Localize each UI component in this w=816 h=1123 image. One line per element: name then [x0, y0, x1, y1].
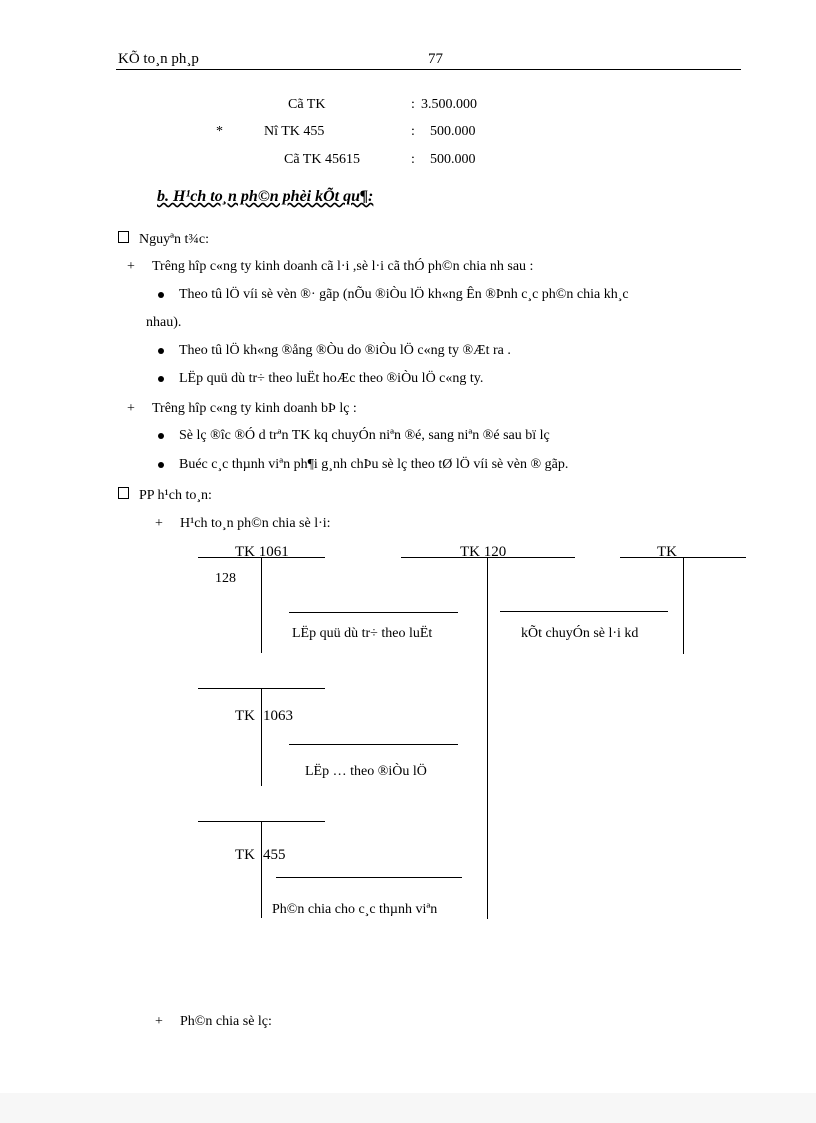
principle-title: Nguyªn t¾c:: [139, 232, 209, 247]
section-heading: b. H¹ch to¸n ph©n phèi kÕt qu¶:: [157, 188, 374, 205]
page-bottom-band: [0, 1093, 816, 1123]
header-rule: [116, 69, 741, 70]
loss-intro: Trêng hîp c«ng ty kinh doanh bÞ lç :: [152, 401, 357, 416]
tk120-label: TK 120: [460, 544, 507, 560]
loss-item: Sè lç ®îc ®Ó d trªn TK kq chuyÓn niªn ®é, sang niªn ®é sau bï lç: [179, 428, 550, 443]
pp-title: PP h¹ch to¸n:: [139, 488, 212, 503]
members-label: Ph©n chia cho c¸c thµnh viªn: [272, 902, 438, 917]
tk120-divider: [487, 557, 488, 919]
plus-bullet: +: [155, 1014, 163, 1029]
tk-right-divider: [683, 557, 684, 654]
entry-marker: *: [216, 124, 223, 139]
checkbox-icon: [118, 487, 129, 499]
members-rule: [276, 877, 462, 878]
tk455-divider: [261, 821, 262, 918]
loss-subheading: Ph©n chia sè lç:: [180, 1014, 272, 1029]
tk120-top-rule: [401, 557, 575, 558]
tk455-suffix: 455: [263, 847, 286, 863]
profit-intro: Trêng hîp c«ng ty kinh doanh cã l·i ,sè l·i cã thÓ ph©n chia nh sau :: [152, 259, 534, 274]
transfer-label: kÕt chuyÓn sè l·i kd: [521, 626, 639, 641]
tk455-prefix: TK: [235, 847, 255, 863]
entry-amount: 500.000: [430, 152, 476, 167]
page-number: 77: [428, 51, 443, 67]
header-title: KÕ to¸n ph¸p: [118, 51, 199, 67]
entry-amount: 500.000: [430, 124, 476, 139]
fund-charter-label: LËp … theo ®iÒu lÖ: [305, 764, 427, 779]
bullet-dot-icon: [158, 462, 164, 468]
pp-subheading: H¹ch to¸n ph©n chia sè l·i:: [180, 516, 331, 531]
transfer-rule: [500, 611, 668, 612]
entry-label: Nî TK 455: [264, 124, 325, 139]
profit-item: LËp quü dù tr÷ theo luËt hoÆc theo ®iÒu lÖ c«ng ty.: [179, 371, 484, 386]
bullet-dot-icon: [158, 433, 164, 439]
plus-bullet: +: [127, 259, 135, 274]
tk-right-label: TK: [657, 544, 677, 560]
entry-amount: 3.500.000: [421, 97, 477, 112]
profit-item-cont: nhau).: [146, 315, 182, 330]
entry-label: Cã TK 45615: [284, 152, 360, 167]
bullet-dot-icon: [158, 292, 164, 298]
entry-colon: :: [411, 97, 415, 112]
tk1061-divider: [261, 557, 262, 653]
plus-bullet: +: [127, 401, 135, 416]
entry-colon: :: [411, 152, 415, 167]
fund-charter-rule: [289, 744, 458, 745]
fund-law-label: LËp quü dù tr÷ theo luËt: [292, 626, 433, 641]
tk1063-divider: [261, 688, 262, 786]
profit-item: Theo tû lÖ kh«ng ®ång ®Òu do ®iÒu lÖ c«ng ty ®Æt ra .: [179, 343, 511, 358]
tk1061-label: TK 1061: [235, 544, 289, 560]
bullet-dot-icon: [158, 376, 164, 382]
plus-bullet: +: [155, 516, 163, 531]
checkbox-icon: [118, 231, 129, 243]
profit-item: Theo tû lÖ víi sè vèn ®· gãp (nÕu ®iÒu lÖ kh«ng Ên ®Þnh c¸c ph©n chia kh¸c: [179, 287, 629, 302]
fund-law-rule: [289, 612, 458, 613]
bullet-dot-icon: [158, 348, 164, 354]
tk1063-prefix: TK: [235, 708, 255, 724]
entry-label: Cã TK: [288, 97, 326, 112]
loss-item: Buéc c¸c thµnh viªn ph¶i g¸nh chÞu sè lç theo tØ lÖ víi sè vèn ® gãp.: [179, 457, 569, 472]
tk1063-suffix: 1063: [263, 708, 293, 724]
entry-colon: :: [411, 124, 415, 139]
tk1061-value: 128: [215, 571, 236, 586]
